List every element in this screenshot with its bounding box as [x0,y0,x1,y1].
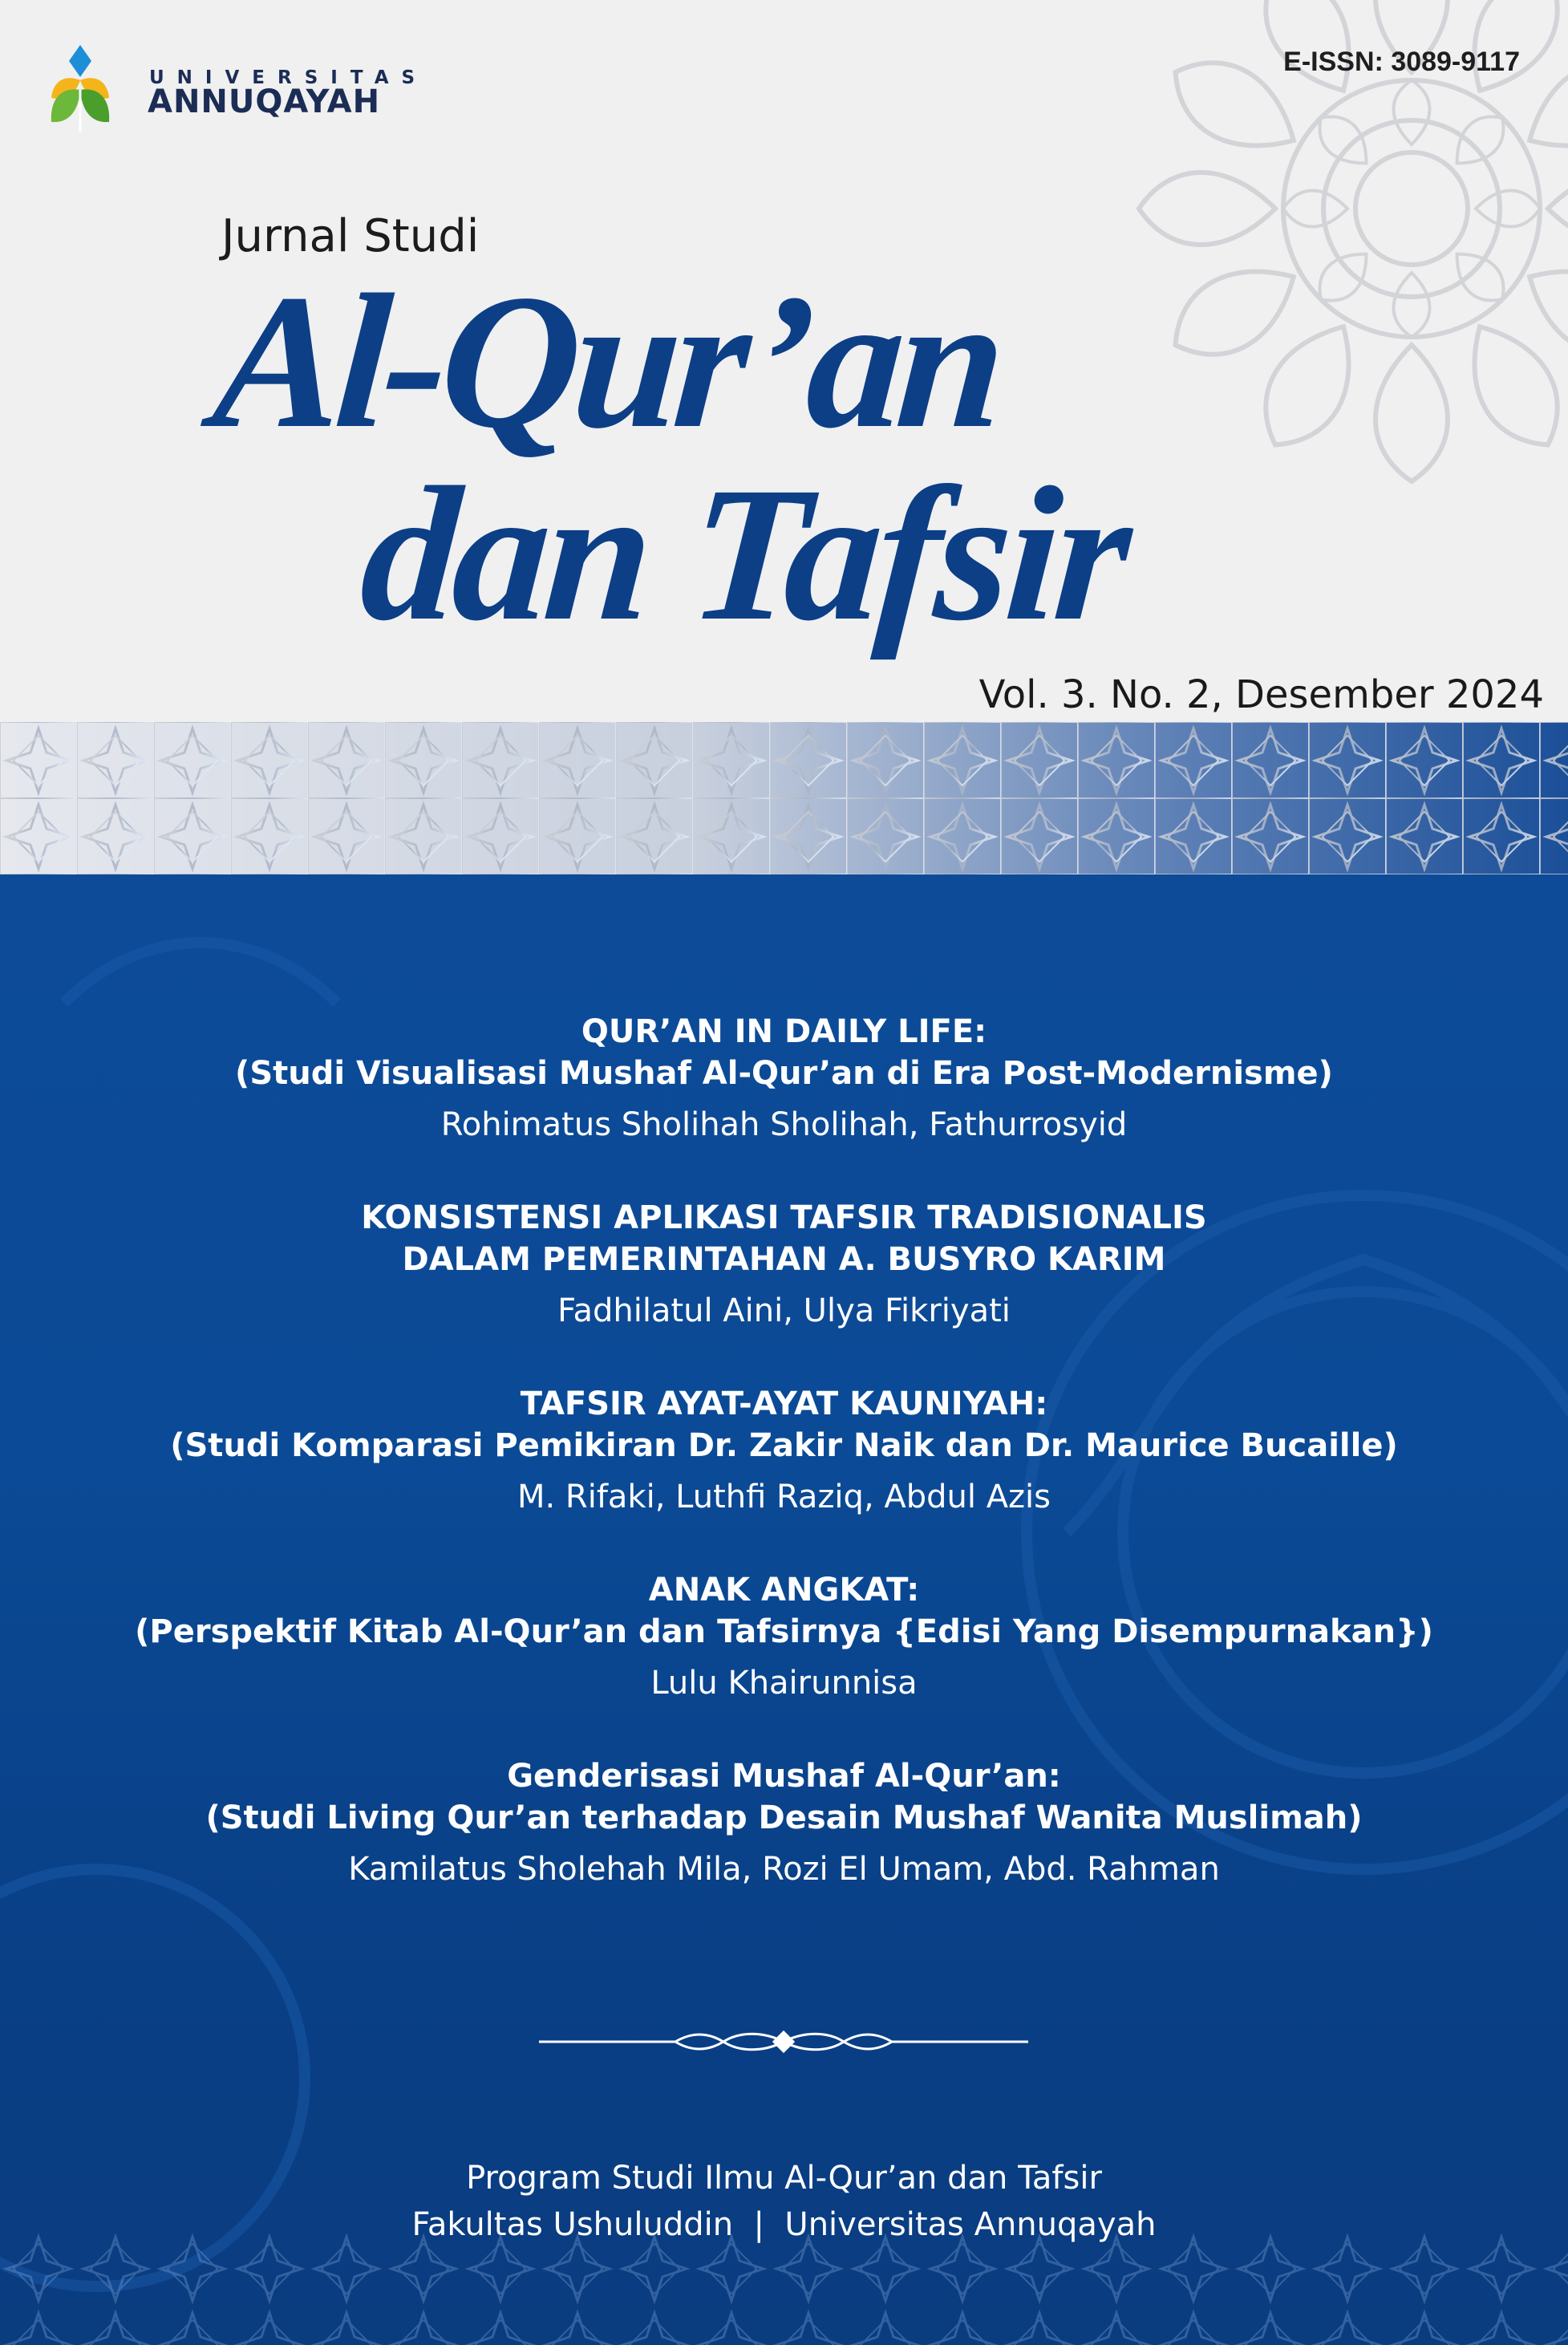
article-subtitle: (Studi Komparasi Pemikiran Dr. Zakir Naik dan Dr. Maurice Bucaille) [170,1427,1398,1464]
ornamental-divider-icon [539,2030,1028,2054]
article-item [0,1383,1568,1519]
article-subtitle: (Studi Living Qur’an terhadap Desain Mushaf Wanita Muslimah) [205,1799,1363,1836]
article-title: TAFSIR AYAT-AYAT KAUNIYAH: [520,1385,1048,1422]
article-item [0,1569,1568,1706]
article-item [0,1011,1568,1147]
geometric-pattern-band [0,722,1568,874]
article-authors: Fadhilatul Aini, Ulya Fikriyati [557,1292,1011,1329]
journal-title-line2: dan Tafsir [355,447,1133,660]
article-subtitle: DALAM PEMERINTAHAN A. BUSYRO KARIM [402,1241,1166,1278]
article-authors: M. Rifaki, Luthfi Raziq, Abdul Azis [517,1479,1051,1515]
article-item [0,1197,1568,1333]
article-list [0,1011,1568,1892]
article-subtitle: (Studi Visualisasi Mushaf Al-Qur’an di Era Post-Modernisme) [235,1055,1333,1092]
bottom-geometric-pattern [0,2230,1568,2345]
article-authors: Rohimatus Sholihah Sholihah, Fathurrosyid [440,1106,1128,1143]
university-name: ANNUQAYAH [148,83,381,120]
university-logo-icon [48,42,112,136]
article-authors: Kamilatus Sholehah Mila, Rozi El Umam, Abd. Rahman [348,1851,1220,1888]
article-title: KONSISTENSI APLIKASI TAFSIR TRADISIONALIS [361,1199,1207,1236]
issn-label: E-ISSN: 3089-9117 [1283,47,1520,77]
article-title: QUR’AN IN DAILY LIFE: [581,1013,987,1050]
university-label-small: UNIVERSITAS [149,67,428,88]
cover-top-section [0,0,1568,874]
journal-title-line1: Al-Qur’an [207,254,1007,468]
volume-label: Vol. 3. No. 2, Desember 2024 [978,672,1544,717]
article-item [0,1755,1568,1892]
footer-program: Program Studi Ilmu Al-Qur’an dan Tafsir [466,2160,1102,2197]
article-authors: Lulu Khairunnisa [650,1665,918,1702]
footer-faculty: Fakultas Ushuluddin | Universitas Annuqayah [411,2206,1157,2243]
article-subtitle: (Perspektif Kitab Al-Qur’an dan Tafsirnya {Edisi Yang Disempurnakan}) [135,1613,1433,1650]
journal-pretitle: Jurnal Studi [221,210,480,262]
article-title: Genderisasi Mushaf Al-Qur’an: [507,1758,1061,1795]
article-title: ANAK ANGKAT: [648,1572,920,1609]
